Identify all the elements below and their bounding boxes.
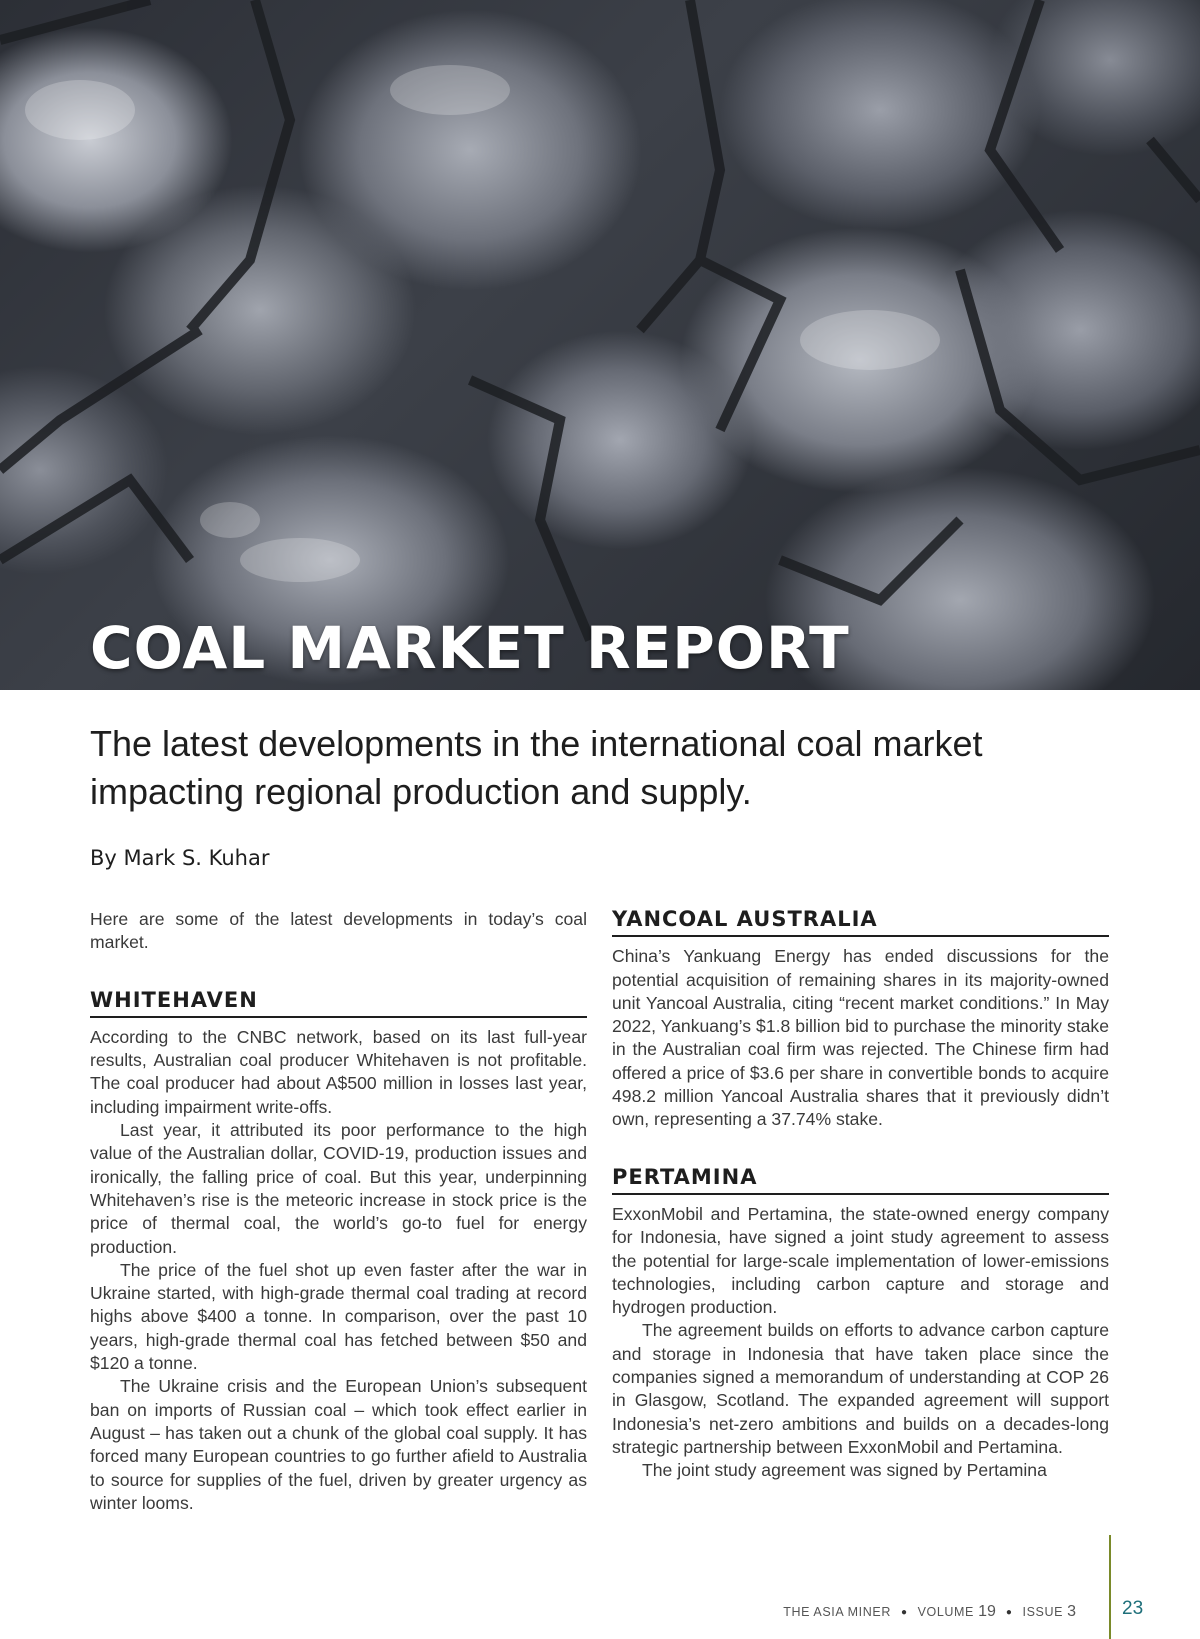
bullet-separator-icon: ● [900, 1606, 908, 1618]
publication-name: THE ASIA MINER [783, 1605, 891, 1619]
body-paragraph: The Ukraine crisis and the European Union’s subsequent ban on imports of Russian coal – which took effect earlier in August – has taken out a chunk of the global coal supply. It has forced many European countries to go further afield to Australia to source for supplies of the fuel, driven by greater urgency as winter looms. [90, 1376, 587, 1513]
intro-paragraph: Here are some of the latest developments in today’s coal market. [90, 909, 587, 953]
hero-image [0, 0, 1200, 690]
issue-label [1023, 1603, 1077, 1621]
section-heading-yancoal: YANCOAL AUSTRALIA [612, 908, 1109, 937]
byline: By Mark S. Kuhar [90, 846, 270, 870]
section-heading-whitehaven: WHITEHAVEN [90, 989, 587, 1018]
article-subtitle: The latest developments in the international coal market impacting regional production and supply. [90, 723, 983, 812]
left-column [90, 908, 587, 1515]
page-number: 23 [1122, 1598, 1144, 1619]
body-paragraph: The price of the fuel shot up even faster after the war in Ukraine started, with high-grade thermal coal trading at record highs above $400 a tonne. In comparison, over the past 10 years, high-grade thermal coal has fetched between $50 and $120 a tonne. [90, 1259, 587, 1374]
section-heading-pertamina: PERTAMINA [612, 1166, 1109, 1195]
body-paragraph: The agreement builds on efforts to advance carbon capture and storage in Indonesia that have taken place since the companies signed a memorandum of understanding at COP 26 in Glasgow, Scotland. The expanded agreement will support Indonesia’s net-zero ambitions and builds on a decades-long strategic partnership between ExxonMobil and Pertamina. [612, 1320, 1109, 1457]
coal-texture [0, 0, 1200, 690]
bullet-separator-icon: ● [1005, 1606, 1013, 1618]
body-paragraph: The joint study agreement was signed by Pertamina [642, 1460, 1047, 1481]
page-footer [783, 1600, 1076, 1624]
body-paragraph: ExxonMobil and Pertamina, the state-owned energy company for Indonesia, have signed a joint study agreement to assess the potential for large-scale implementation of lower-emissions technologies, including carbon capture and storage and hydrogen production. [612, 1203, 1109, 1318]
issue-word: ISSUE [1022, 1605, 1064, 1619]
body-paragraph: Last year, it attributed its poor performance to the high value of the Australian dollar, COVID-19, production issues and ironically, the falling price of coal. But this year, underpinning Whitehaven’s rise is the meteoric increase in stock price is the price of thermal coal, the world’s go-to fuel for energy production. [90, 1120, 587, 1257]
page-title: COAL MARKET REPORT [90, 614, 850, 682]
footer-divider [1109, 1535, 1111, 1639]
right-column [612, 908, 1109, 1483]
volume-word: VOLUME [917, 1605, 974, 1619]
body-paragraph: According to the CNBC network, based on its last full-year results, Australian coal producer Whitehaven is not profitable. The coal producer had about A$500 million in losses last year, including impairment write-offs. [90, 1026, 587, 1117]
volume-number: 19 [978, 1603, 996, 1620]
volume-label [918, 1603, 996, 1621]
issue-number: 3 [1067, 1603, 1076, 1620]
body-paragraph: China’s Yankuang Energy has ended discussions for the potential acquisition of remaining shares in its majority-owned unit Yancoal Australia, citing “recent market conditions.” In May 2022, Yankuang’s $1.8 billion bid to purchase the minority stake in the Australian coal firm was rejected. The Chinese firm had offered a price of $3.6 per share in convertible bonds to acquire 498.2 million Yancoal Australia shares that it previously didn’t own, representing a 37.74% stake. [612, 946, 1109, 1130]
